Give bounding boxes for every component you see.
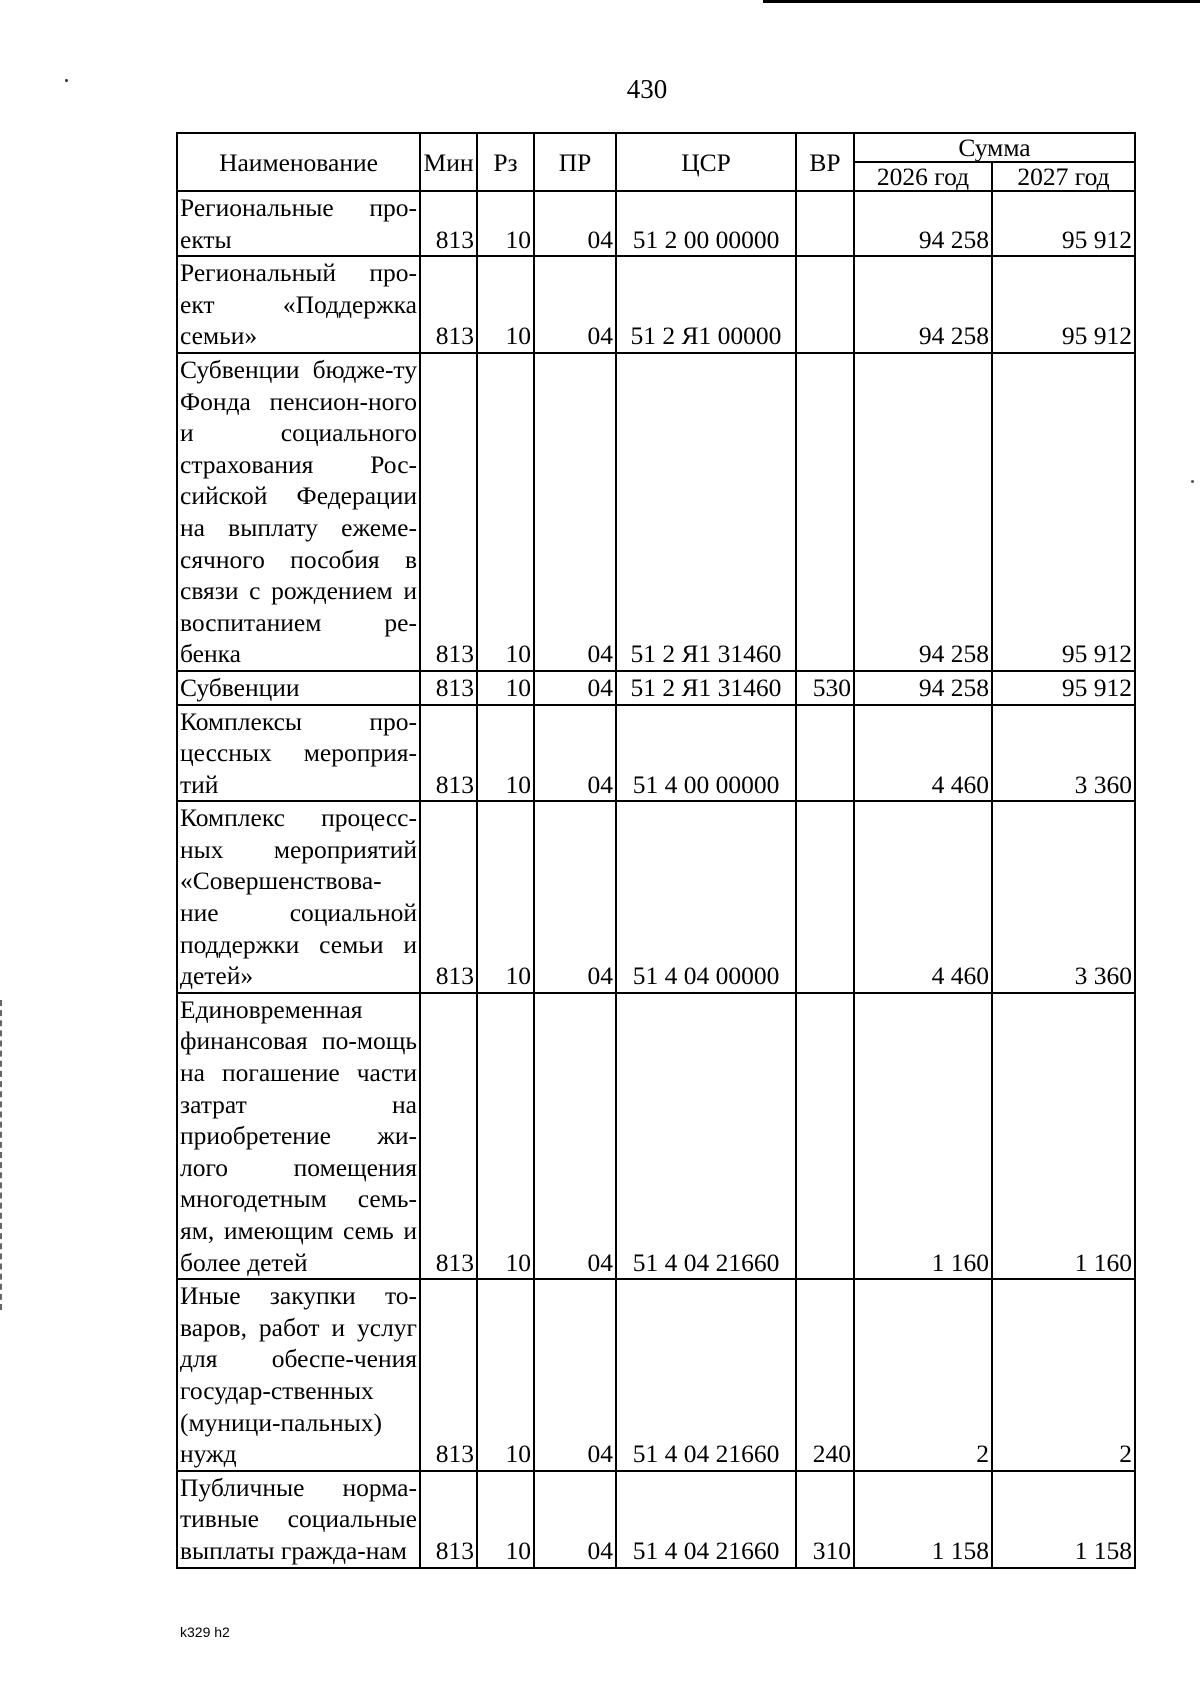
cell-vr: 310 bbox=[796, 1471, 854, 1568]
cell-2027: 95 912 bbox=[992, 671, 1135, 705]
cell-2027: 95 912 bbox=[992, 353, 1135, 671]
cell-min: 813 bbox=[420, 191, 477, 256]
cell-csr: 51 4 04 21660 bbox=[616, 1471, 796, 1568]
header-csr: ЦСР bbox=[616, 133, 796, 191]
header-rz: Рз bbox=[477, 133, 534, 191]
header-pr: ПР bbox=[534, 133, 616, 191]
footer-code: k329 h2 bbox=[180, 1624, 230, 1640]
header-vr: ВР bbox=[796, 133, 854, 191]
scan-edge-dash bbox=[0, 1000, 4, 1310]
cell-min: 813 bbox=[420, 801, 477, 993]
cell-rz: 10 bbox=[477, 353, 534, 671]
cell-2027: 95 912 bbox=[992, 191, 1135, 256]
cell-2027: 3 360 bbox=[992, 801, 1135, 993]
cell-2027: 1 160 bbox=[992, 993, 1135, 1279]
table-row bbox=[177, 993, 1135, 1279]
cell-pr: 04 bbox=[534, 353, 616, 671]
header-row bbox=[177, 133, 1135, 162]
cell-csr: 51 4 00 00000 bbox=[616, 705, 796, 802]
cell-2026: 94 258 bbox=[854, 671, 992, 705]
cell-vr: 530 bbox=[796, 671, 854, 705]
cell-2026: 94 258 bbox=[854, 353, 992, 671]
table-row bbox=[177, 705, 1135, 802]
table-row bbox=[177, 256, 1135, 353]
header-min: Мин bbox=[420, 133, 477, 191]
cell-vr: 240 bbox=[796, 1279, 854, 1471]
cell-2027: 3 360 bbox=[992, 705, 1135, 802]
cell-pr: 04 bbox=[534, 993, 616, 1279]
cell-vr bbox=[796, 801, 854, 993]
table-row bbox=[177, 1279, 1135, 1471]
cell-rz: 10 bbox=[477, 191, 534, 256]
table-row bbox=[177, 1471, 1135, 1568]
table-body bbox=[177, 191, 1135, 1568]
cell-min: 813 bbox=[420, 1471, 477, 1568]
cell-rz: 10 bbox=[477, 705, 534, 802]
header-name: Наименование bbox=[177, 133, 420, 191]
cell-csr: 51 2 Я1 31460 bbox=[616, 353, 796, 671]
cell-name: Публичные норма-тивные социальные выплаты гражда-нам bbox=[177, 1471, 420, 1568]
cell-2026: 2 bbox=[854, 1279, 992, 1471]
budget-table bbox=[176, 132, 1136, 1569]
cell-pr: 04 bbox=[534, 256, 616, 353]
cell-csr: 51 2 00 00000 bbox=[616, 191, 796, 256]
cell-csr: 51 2 Я1 31460 bbox=[616, 671, 796, 705]
cell-pr: 04 bbox=[534, 1279, 616, 1471]
cell-rz: 10 bbox=[477, 993, 534, 1279]
cell-name: Субвенции bbox=[177, 671, 420, 705]
cell-csr: 51 4 04 21660 bbox=[616, 993, 796, 1279]
cell-min: 813 bbox=[420, 993, 477, 1279]
cell-name: Региональные про-екты bbox=[177, 191, 420, 256]
cell-pr: 04 bbox=[534, 1471, 616, 1568]
cell-min: 813 bbox=[420, 353, 477, 671]
cell-name: Иные закупки то-варов, работ и услуг для обеспе-чения государ-ственных (муници-пальных) нужд bbox=[177, 1279, 420, 1471]
table-row bbox=[177, 353, 1135, 671]
table-row bbox=[177, 191, 1135, 256]
cell-rz: 10 bbox=[477, 1279, 534, 1471]
cell-name: Единовременная финансовая по-мощь на погашение части затрат на приобретение жи-лого помещения многодетным семь-ям, имеющим семь и более детей bbox=[177, 993, 420, 1279]
cell-name: Региональный про-ект «Поддержка семьи» bbox=[177, 256, 420, 353]
table-row bbox=[177, 801, 1135, 993]
cell-2027: 95 912 bbox=[992, 256, 1135, 353]
cell-vr bbox=[796, 993, 854, 1279]
cell-vr bbox=[796, 256, 854, 353]
cell-name: Комплексы про-цессных мероприя-тий bbox=[177, 705, 420, 802]
cell-pr: 04 bbox=[534, 191, 616, 256]
cell-rz: 10 bbox=[477, 256, 534, 353]
cell-csr: 51 4 04 21660 bbox=[616, 1279, 796, 1471]
cell-csr: 51 2 Я1 00000 bbox=[616, 256, 796, 353]
cell-name: Комплекс процесс-ных мероприятий «Совершенствова-ние социальной поддержки семьи и детей» bbox=[177, 801, 420, 993]
cell-min: 813 bbox=[420, 256, 477, 353]
cell-rz: 10 bbox=[477, 671, 534, 705]
cell-min: 813 bbox=[420, 1279, 477, 1471]
cell-pr: 04 bbox=[534, 705, 616, 802]
cell-2026: 1 160 bbox=[854, 993, 992, 1279]
cell-2026: 94 258 bbox=[854, 191, 992, 256]
cell-pr: 04 bbox=[534, 671, 616, 705]
cell-vr bbox=[796, 353, 854, 671]
cell-rz: 10 bbox=[477, 1471, 534, 1568]
cell-2026: 94 258 bbox=[854, 256, 992, 353]
scan-speck-right bbox=[1191, 480, 1194, 483]
table-row bbox=[177, 671, 1135, 705]
cell-2026: 4 460 bbox=[854, 801, 992, 993]
header-year-2027: 2027 год bbox=[992, 162, 1135, 191]
header-year-2026: 2026 год bbox=[854, 162, 992, 191]
top-edge-rule bbox=[763, 0, 1200, 3]
page-number: 430 bbox=[626, 74, 668, 104]
cell-vr bbox=[796, 191, 854, 256]
cell-2026: 4 460 bbox=[854, 705, 992, 802]
cell-2027: 2 bbox=[992, 1279, 1135, 1471]
header-sum: Сумма bbox=[854, 133, 1135, 162]
cell-vr bbox=[796, 705, 854, 802]
cell-2026: 1 158 bbox=[854, 1471, 992, 1568]
cell-min: 813 bbox=[420, 671, 477, 705]
cell-pr: 04 bbox=[534, 801, 616, 993]
cell-name: Субвенции бюдже-ту Фонда пенсион-ного и социального страхования Рос-сийской Федерации на выплату ежеме-сячного пособия в связи с рождением и воспитанием ре-бенка bbox=[177, 353, 420, 671]
cell-csr: 51 4 04 00000 bbox=[616, 801, 796, 993]
cell-2027: 1 158 bbox=[992, 1471, 1135, 1568]
cell-min: 813 bbox=[420, 705, 477, 802]
cell-rz: 10 bbox=[477, 801, 534, 993]
